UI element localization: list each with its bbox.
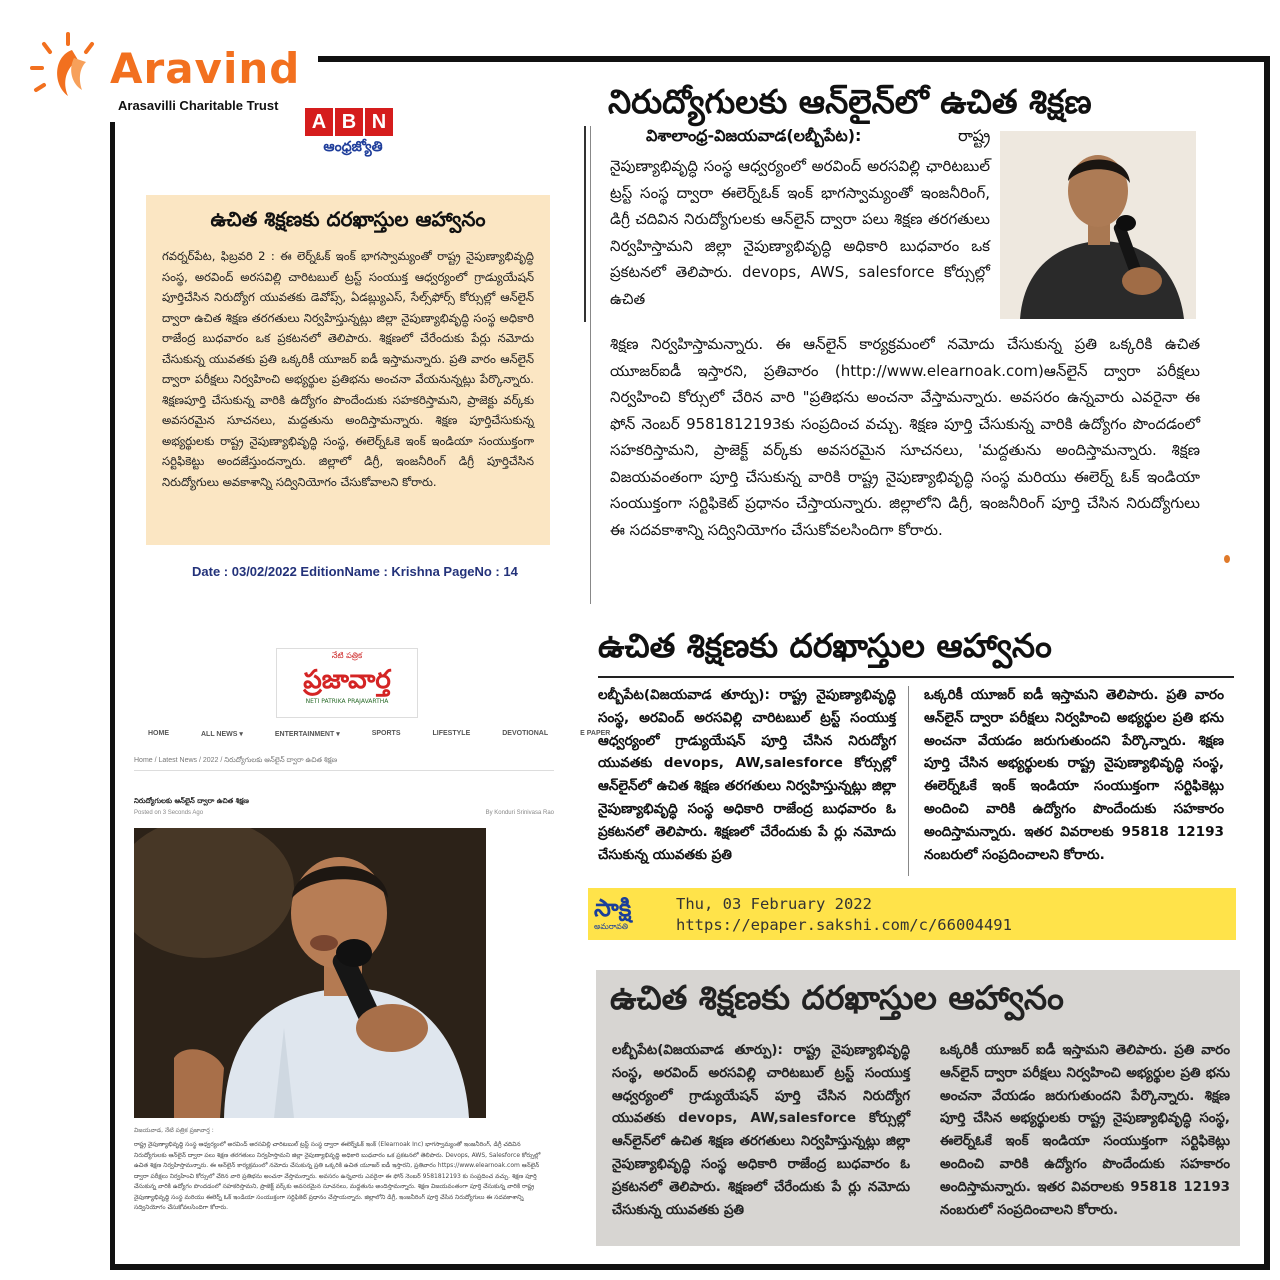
sakshi-banner-url[interactable]: https://epaper.sakshi.com/c/66004491 bbox=[676, 916, 1012, 934]
prajavartha-subtitle: NETI PATRIKA PRAJAVARTHA bbox=[305, 698, 389, 705]
column-rule-thin bbox=[590, 126, 591, 604]
prajavartha-body: రాష్ట్ర నైపుణ్యాభివృద్ధి సంస్థ ఆధ్వర్యంలో అరవింద్ అరసవిల్లి చారిటబుల్ ట్రస్ట్ సంస్థ ద్వారా ఈలెర్న్‌ఓక్ ఇంక్ (Elearnoak Inc) భాగస్వామ్యంతో ఇంజనీరింగ్, డిగ్రీ చదివిన నిరుద్యోగులకు ఆన్‌లైన్ ద్వారా పలు శిక్షణ తరగతులు నిర్వహిస్తామని జిల్లా నైపుణ్యాభివృద్ధి అధికారి బుధవారం ఒక ప్రకటనలో తెలిపారు. Devops, AWS, Salesforce కోర్సుల్లో ఉచిత శిక్షణ నిర్వహిస్తామన్నారు. ఈ ఆన్‌లైన్ కార్యక్రమంలో నమోదు చేసుకున్న ప్రతి ఒక్కరికి ఉచిత యూజర్ ఐడీ ఇస్తారని, ప్రతివారం https://www.elearnoak.com ఆన్‌లైన్ ద్వారా పరీక్షలు నిర్వహించి కోర్సులో చేరిన వారి ప్రతిభను అంచనా వేస్తామన్నారు. అవసరం ఉన్నవారు ఎవరైనా ఈ ఫోన్ నెంబర్ 9581812193 కు సంప్రదించ వచ్చు. శిక్షణ పూర్తి చేసుకున్న వారికి ఉద్యోగం పొందడంలో సహకరిస్తామని, ప్రాజెక్ట్ వర్క్‌కు అవసరమైన సూచనలు, మద్దతును అందిస్తామన్నారు. శిక్షణ విజయవంతంగా పూర్తి చేసుకున్న వారికి రాష్ట్ర నైపుణ్యాభివృద్ధి సంస్థ మరియు ఈలెర్న్ ఓక్ ఇండియా సంయుక్తంగా సర్టిఫికెట్ ప్రధానం చేస్తాయన్నారు. జిల్లాలోని డిగ్రీ, ఇంజనీరింగ్ పూర్తి చేసిన నిరుద్యోగులు ఈ సదవకాశాన్ని సద్వినియోగం చేసుకోవలసిందిగా కోరారు. bbox=[134, 1141, 541, 1211]
logo-subtitle: Arasavilli Charitable Trust bbox=[118, 98, 279, 113]
abn-letter: N bbox=[365, 108, 393, 136]
sakshi-epaper-banner bbox=[588, 888, 1236, 940]
nav-entertainment[interactable]: ENTERTAINMENT ▾ bbox=[274, 731, 340, 738]
posted-time: Posted on 3 Seconds Ago bbox=[134, 810, 204, 816]
prajavartha-tag: నేటి పత్రిక bbox=[331, 651, 363, 660]
column-rule bbox=[908, 686, 909, 876]
nav-sports[interactable]: SPORTS bbox=[371, 730, 401, 737]
aravind-logo bbox=[18, 22, 318, 122]
nav-devotional[interactable]: DEVOTIONAL bbox=[502, 730, 549, 737]
abn-letter: B bbox=[335, 108, 363, 136]
scan-column-2: ఒక్కరికీ యూజర్ ఐడీ ఇస్తామని తెలిపారు. ప్రతి వారం ఆన్‌లైన్ ద్వారా పరీక్షలు నిర్వహించి అభ్యర్థుల ప్రతి భను అంచనా వేయడం జరుగుతుందని పేర్కొన్నారు. శిక్షణ పూర్తి చేసిన అభ్యర్థులకు రాష్ట్ర నైపుణ్యాభివృద్ధి సంస్థ, ఈలెర్న్‌ఓకే ఇంక్ ఇండియా సంయుక్తంగా సర్టిఫికెట్లు అందించి వారికి ఉద్యోగం పొందేందుకు సహకారం అందిస్తామన్నారు. ఇతర వివరాలకు 95818 12193 నంబరులో సంప్రదించాలని కోరారు. bbox=[940, 1043, 1230, 1218]
author-link[interactable]: By Konduri Srinivasa Rao bbox=[485, 810, 554, 816]
sakshi-headline: ఉచిత శిక్షణకు దరఖాస్తుల ఆహ్వానం bbox=[598, 626, 1052, 665]
logo-name: Aravind bbox=[110, 44, 301, 93]
orange-mark bbox=[1224, 555, 1230, 563]
abn-body: గవర్నర్‌పేట, ఫిబ్రవరి 2 : ఈ లెర్న్‌ఓక్ ఇంక్ భాగస్వామ్యంతో రాష్ట్ర నైపుణ్యాభివృద్ధి సంస్థ, అరవింద్ అరసవిల్లి చారిటబుల్ ట్రస్ట్ సంయుక్త ఆధ్వర్యంలో గ్రాడ్యుయేషన్ పూర్తిచేసిన నిరుద్యోగ యువతకు డెవోప్స్, ఏడబ్ల్యుఎస్, సేల్స్‌ఫోర్స్ కోర్సుల్లో ఆన్‌లైన్ ద్వారా ఉచిత శిక్షణ తరగతులు నిర్వహిస్తున్నట్లు జిల్లా నైపుణ్యాభివృద్ధి సంస్థ అధికారి రాజేంద్ర బుధవారం ఒక ప్రకటనలో తెలిపారు. శిక్షణలో చేరేందుకు పేర్లు నమోదు చేసుకున్న యువతకు ప్రతి ఒక్కరికీ యూజర్ ఐడీ ఇస్తామన్నారు. ప్రతి వారం ఆన్‌లైన్ ద్వారా పరీక్షలు నిర్వహించి అభ్యర్థుల ప్రతిభను అంచనా వేయనున్నట్లు పేర్కొన్నారు. శిక్షణపూర్తి చేసుకున్న వారికి ఉద్యోగం పొందేందుకు సహకరిస్తామని, ప్రాజెక్టు వర్క్‌కు అవసరమైన సూచనలు, మద్దతును అందిస్తామన్నారు. శిక్షణ పూర్తిచేసుకున్న అభ్యర్థులకు రాష్ట్ర నైపుణ్యాభివృద్ధి సంస్థ, ఈలెర్న్‌ఓకె ఇంక్ ఇండియా సంయుక్తంగా సర్టిఫికెట్టు అందజేస్తుందన్నారు. జిల్లాలో డిగ్రీ, ఇంజనీరింగ్ డిగ్రీ పూర్తిచేసిన నిరుద్యోగులు అవకాశాన్ని సద్వినియోగం చేసుకోవాలని కోరారు. bbox=[162, 249, 534, 489]
visalandhra-dateline: విశాలాంధ్ర-విజయవాడ(లబ్బీపేట): bbox=[646, 126, 862, 145]
sakshi-logo bbox=[594, 894, 664, 934]
prajavartha-nav bbox=[148, 730, 610, 738]
speaker-photo bbox=[134, 828, 486, 1118]
scan-headline: ఉచిత శిక్షణకు దరఖాస్తుల ఆహ్వానం bbox=[610, 978, 1064, 1017]
speaker-illustration-small bbox=[1000, 131, 1196, 319]
visalandhra-body-narrow: నైపుణ్యాభివృద్ధి సంస్థ ఆధ్వర్యంలో అరవింద్ అరసవిల్లి ఛారిటబుల్ ట్రస్ట్ సంస్థ ద్వారా ఈలెర్న్‌ఓక్ ఇంక్ భాగస్వామ్యంతో ఇంజనీరింగ్, డిగ్రీ చదివిన నిరుద్యోగులకు ఆన్‌లైన్ ద్వారా పలు శిక్షణ తరగతులు నిర్వహిస్తామని జిల్లా నైపుణ్యాభివృద్ధి అధికారి బుధవారం ఒక ప్రకటనలో తెలిపారు. devops, AWS, salesforce కోర్సుల్లో ఉచిత bbox=[610, 157, 990, 308]
speaker-illustration bbox=[134, 828, 486, 1118]
sakshi-banner-text bbox=[676, 894, 1012, 936]
sakshi-banner-date: Thu, 03 February 2022 bbox=[676, 895, 872, 913]
abn-letter: A bbox=[305, 108, 333, 136]
visalandhra-headline: నిరుద్యోగులకు ఆన్‌లైన్‌లో ఉచిత శిక్షణ bbox=[608, 82, 1092, 121]
scan-column-1: లబ్బీపేట(విజయవాడ తూర్పు): రాష్ట్ర నైపుణ్యాభివృద్ధి సంస్థ, అరవింద్ అరసవిల్లి చారిటబుల్ ట్రస్ట్ సంయుక్త ఆధ్వర్యంలో గ్రాడ్యుయేషన్ పూర్తి చేసిన నిరుద్యోగ యువతకు devops, AW,salesforce కోర్సుల్లో ఆన్‌లైన్‌లో ఉచిత శిక్షణ తరగతులు నిర్వహిస్తున్నట్లు జిల్లా నైపుణ్యాభివృద్ధి సంస్థ అధికారి రాజేంద్ర బుధవారం ఓ ప్రకటనలో తెలిపారు. శిక్షణలో చేరేందుకు పే ర్లు నమోదు చేసుకున్న యువతకు ప్రతి bbox=[612, 1043, 910, 1218]
abn-masthead-sub: ఆంధ్రజ్యోతి bbox=[323, 139, 383, 155]
sun-flame-icon bbox=[28, 30, 108, 110]
nav-all-news[interactable]: ALL NEWS ▾ bbox=[201, 731, 243, 738]
divider bbox=[134, 770, 554, 771]
prajavartha-meta bbox=[134, 810, 554, 816]
column-rule bbox=[584, 126, 586, 322]
abn-clipping bbox=[146, 195, 550, 545]
photo-caption: విజయవాడ, నేటి పత్రిక ప్రజావార్త : bbox=[134, 1127, 214, 1134]
breadcrumb[interactable]: Home / Latest News / 2022 / నిరుద్యోగులకు ఆన్‌లైన్ ద్వారా ఉచిత శిక్షణ bbox=[134, 757, 338, 764]
nav-home[interactable]: HOME bbox=[148, 730, 169, 737]
speaker-photo-small bbox=[1000, 131, 1196, 319]
visalandhra-body-wide: శిక్షణ నిర్వహిస్తామన్నారు. ఈ ఆన్‌లైన్ కార్యక్రమంలో నమోదు చేసుకున్న ప్రతి ఒక్కరికి ఉచిత యూజర్‌ఐడీ ఇస్తారని, ప్రతివారం (http://www.elearnoak.com)ఆన్‌లైన్ ద్వారా పరీక్షలు నిర్వహించి కోర్సులో చేరిన వారి "ప్రతిభను అంచనా వేస్తామన్నారు. అవసరం ఉన్నవారు ఎవరైనా ఈ ఫోన్ నెంబర్ 9581812193కు సంప్రదించ వచ్చు. శిక్షణ పూర్తి చేసుకున్న వారికి ఉద్యోగం పొందడంలో సహకరిస్తామని, ప్రాజెక్ట్ వర్క్‌కు అవసరమైన సూచనలు, 'మద్దతును అందిస్తామన్నారు. శిక్షణ విజయవంతంగా పూర్తి చేసుకున్న వారికి రాష్ట్ర నైపుణ్యాభివృద్ధి సంస్థ మరియు ఈలెర్న్ ఓక్ ఇండియా సంయుక్తంగా సర్టిఫికెట్ ప్రధానం చేస్తాయన్నారు. జిల్లాలోని డిగ్రీ, ఇంజనీరింగ్ పూర్తి చేసిన నిరుద్యోగులు ఈ సదవకాశాన్ని సద్వినియోగం చేసుకోవలసిందిగా కోరారు. bbox=[610, 335, 1200, 539]
sakshi-column-1: లబ్బీపేట(విజయవాడ తూర్పు): రాష్ట్ర నైపుణ్యాభివృద్ధి సంస్థ, అరవింద్ అరసవిల్లి చారిటబుల్ ట్రస్ట్ సంయుక్త ఆధ్వర్యంలో గ్రాడ్యుయేషన్ పూర్తి చేసిన నిరుద్యోగ యువతకు devops, AW,salesforce కోర్సుల్లో ఆన్‌లైన్‌లో ఉచిత శిక్షణ తరగతులు నిర్వహిస్తున్నట్లు జిల్లా నైపుణ్యాభివృద్ధి సంస్థ అధికారి రాజేంద్ర బుధవారం ఓ ప్రకటనలో తెలిపారు. శిక్షణలో చేరేందుకు పే ర్లు నమోదు చేసుకున్న యువతకు ప్రతి bbox=[598, 687, 896, 863]
abn-masthead bbox=[305, 108, 401, 168]
prajavartha-article-title: నిరుద్యోగులకు ఆన్‌లైన్ ద్వారా ఉచిత శిక్షణ bbox=[134, 797, 249, 805]
headline-rule bbox=[598, 676, 1234, 678]
prajavartha-title: ప్రజావార్త bbox=[303, 665, 391, 695]
abn-date-line: Date : 03/02/2022 EditionName : Krishna PageNo : 14 bbox=[192, 564, 518, 579]
scanned-clipping bbox=[596, 970, 1240, 1246]
prajavartha-logo bbox=[276, 648, 418, 718]
nav-epaper[interactable]: E PAPER bbox=[580, 730, 611, 737]
abn-headline: ఉచిత శిక్షణకు దరఖాస్తుల ఆహ్వానం bbox=[210, 207, 486, 231]
visalandhra-lead-word: రాష్ట్ర bbox=[958, 126, 991, 145]
nav-lifestyle[interactable]: LIFESTYLE bbox=[432, 730, 471, 737]
sakshi-logo-sub: అమరావతి bbox=[594, 922, 629, 931]
sakshi-column-2: ఒక్కరికీ యూజర్ ఐడీ ఇస్తామని తెలిపారు. ప్రతి వారం ఆన్‌లైన్ ద్వారా పరీక్షలు నిర్వహించి అభ్యర్థుల ప్రతి భను అంచనా వేయడం జరుగుతుందని పేర్కొన్నారు. శిక్షణ పూర్తి చేసిన అభ్యర్థులకు రాష్ట్ర నైపుణ్యాభివృద్ధి సంస్థ, ఈలెర్న్‌ఓకే ఇంక్ ఇండియా సంయుక్తంగా సర్టిఫికెట్లు అందించి వారికి ఉద్యోగం పొందేందుకు సహకారం అందిస్తామన్నారు. ఇతర వివరాలకు 95818 12193 నంబరులో సంప్రదించాలని కోరారు. bbox=[924, 687, 1224, 863]
sakshi-logo-text: సాక్షి bbox=[594, 894, 632, 922]
